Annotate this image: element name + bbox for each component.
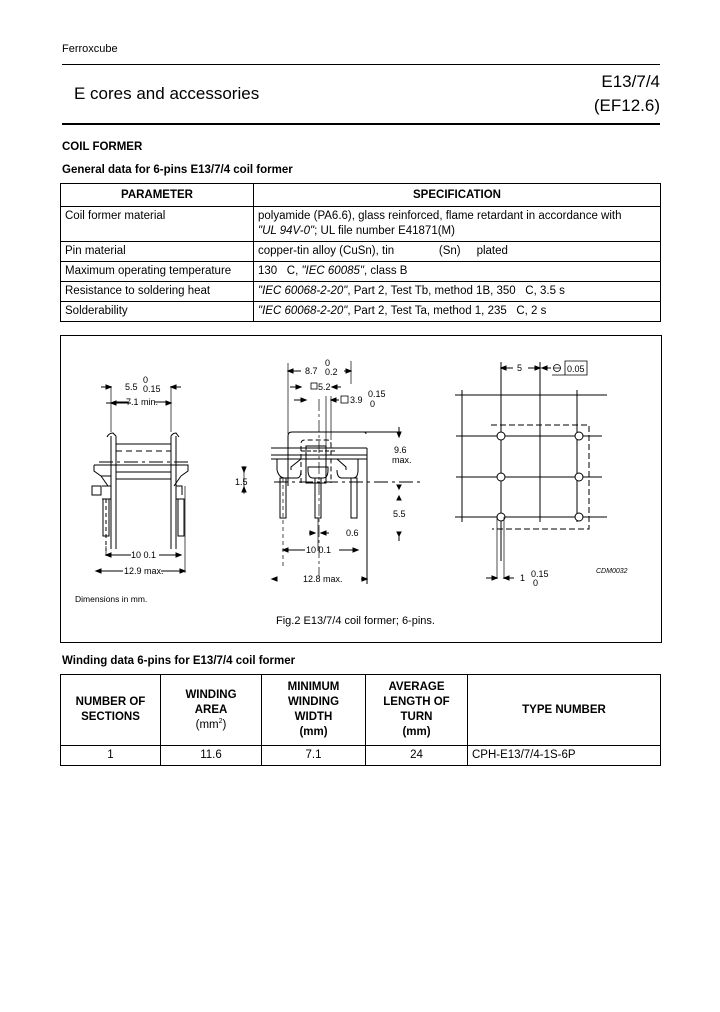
dimensions-note: Dimensions in mm. [75,594,148,604]
svg-text:7.1 min.: 7.1 min. [126,397,159,407]
min-width-cell: 7.1 [262,746,366,766]
table-row [61,302,661,322]
side-view-drawing [92,375,189,576]
winding-data-table [60,674,661,766]
header-min-width: MINIMUM WINDING WIDTH (mm) [262,675,366,746]
svg-text:10 0.1: 10 0.1 [306,545,332,555]
svg-text:12.8 max.: 12.8 max. [303,574,343,584]
general-table-title: General data for 6-pins E13/7/4 coil former [62,164,293,176]
svg-text:0.15: 0.15 [531,569,549,579]
title-rule [62,123,660,125]
sections-cell: 1 [61,746,161,766]
header-avg-turn: AVERAGE LENGTH OF TURN (mm) [366,675,468,746]
general-data-table [60,183,661,322]
parameter-cell: Solderability [61,302,254,322]
svg-text:max.: max. [392,455,412,465]
pcb-layout-drawing [455,361,607,588]
header-rule [62,64,660,65]
header-sections: NUMBER OF SECTIONS [61,675,161,746]
part-code-alternate: (EF12.6) [593,96,660,115]
svg-text:0.05: 0.05 [567,364,585,374]
area-cell: 11.6 [161,746,262,766]
svg-text:0: 0 [370,399,376,409]
svg-text:10 0.1: 10 0.1 [131,550,157,560]
svg-text:0.6: 0.6 [346,528,359,538]
svg-text:0.15: 0.15 [368,389,386,399]
svg-text:5.5: 5.5 [393,509,406,519]
section-title: COIL FORMER [62,141,143,153]
parameter-cell: Resistance to soldering heat [61,282,254,302]
avg-turn-cell: 24 [366,746,468,766]
header-type-number: TYPE NUMBER [468,675,661,746]
svg-text:0: 0 [143,375,149,385]
svg-text:0.2: 0.2 [325,367,338,377]
table-row [61,262,661,282]
svg-text:5.2: 5.2 [318,382,331,392]
svg-text:1: 1 [520,573,526,583]
table-header-row [61,184,661,207]
spec-cell: "IEC 60068-2-20", Part 2, Test Tb, method 1B, 350 C, 3.5 s [254,282,661,302]
coil-former-drawing [61,336,661,642]
figure-frame [60,335,662,643]
spec-cell: "IEC 60068-2-20", Part 2, Test Ta, method 1, 235 C, 2 s [254,302,661,322]
type-number-cell: CPH-E13/7/4-1S-6P [468,746,661,766]
spec-cell: 130 C, "IEC 60085", class B [254,262,661,282]
table-row [61,207,661,242]
document-title: E cores and accessories [74,84,260,103]
table-row [61,282,661,302]
parameter-cell: Pin material [61,242,254,262]
table-header-row [61,675,661,746]
table-row [61,746,661,766]
svg-text:8.7: 8.7 [305,366,318,376]
svg-text:9.6: 9.6 [394,445,407,455]
spec-cell: polyamide (PA6.6), glass reinforced, flame retardant in accordance with "UL 94V-0"; UL file number E41871(M) [254,207,661,242]
header-specification: SPECIFICATION [254,184,661,207]
front-view-drawing [235,358,421,584]
part-code [594,70,660,118]
svg-text:5.5: 5.5 [125,382,138,392]
figure-caption: Fig.2 E13/7/4 coil former; 6-pins. [276,615,435,627]
svg-text:1.5: 1.5 [235,477,248,487]
header-parameter: PARAMETER [61,184,254,207]
header-winding-area: WINDING AREA $(mm^2)$ [161,675,262,746]
company-name: Ferroxcube [62,43,118,55]
svg-text:12.9 max.: 12.9 max. [124,566,164,576]
table-row [61,242,661,262]
svg-text:0: 0 [533,578,539,588]
svg-text:5: 5 [517,363,523,373]
svg-text:0: 0 [325,358,331,368]
parameter-cell: Maximum operating temperature [61,262,254,282]
winding-table-title: Winding data 6-pins for E13/7/4 coil former [62,655,296,667]
spec-cell: copper-tin alloy (CuSn), tin (Sn) plated [254,242,661,262]
svg-text:0.15: 0.15 [143,384,161,394]
svg-text:3.9: 3.9 [350,395,363,405]
drawing-code: CDM0032 [596,568,628,575]
part-code-primary: E13/7/4 [601,72,660,91]
parameter-cell: Coil former material [61,207,254,242]
